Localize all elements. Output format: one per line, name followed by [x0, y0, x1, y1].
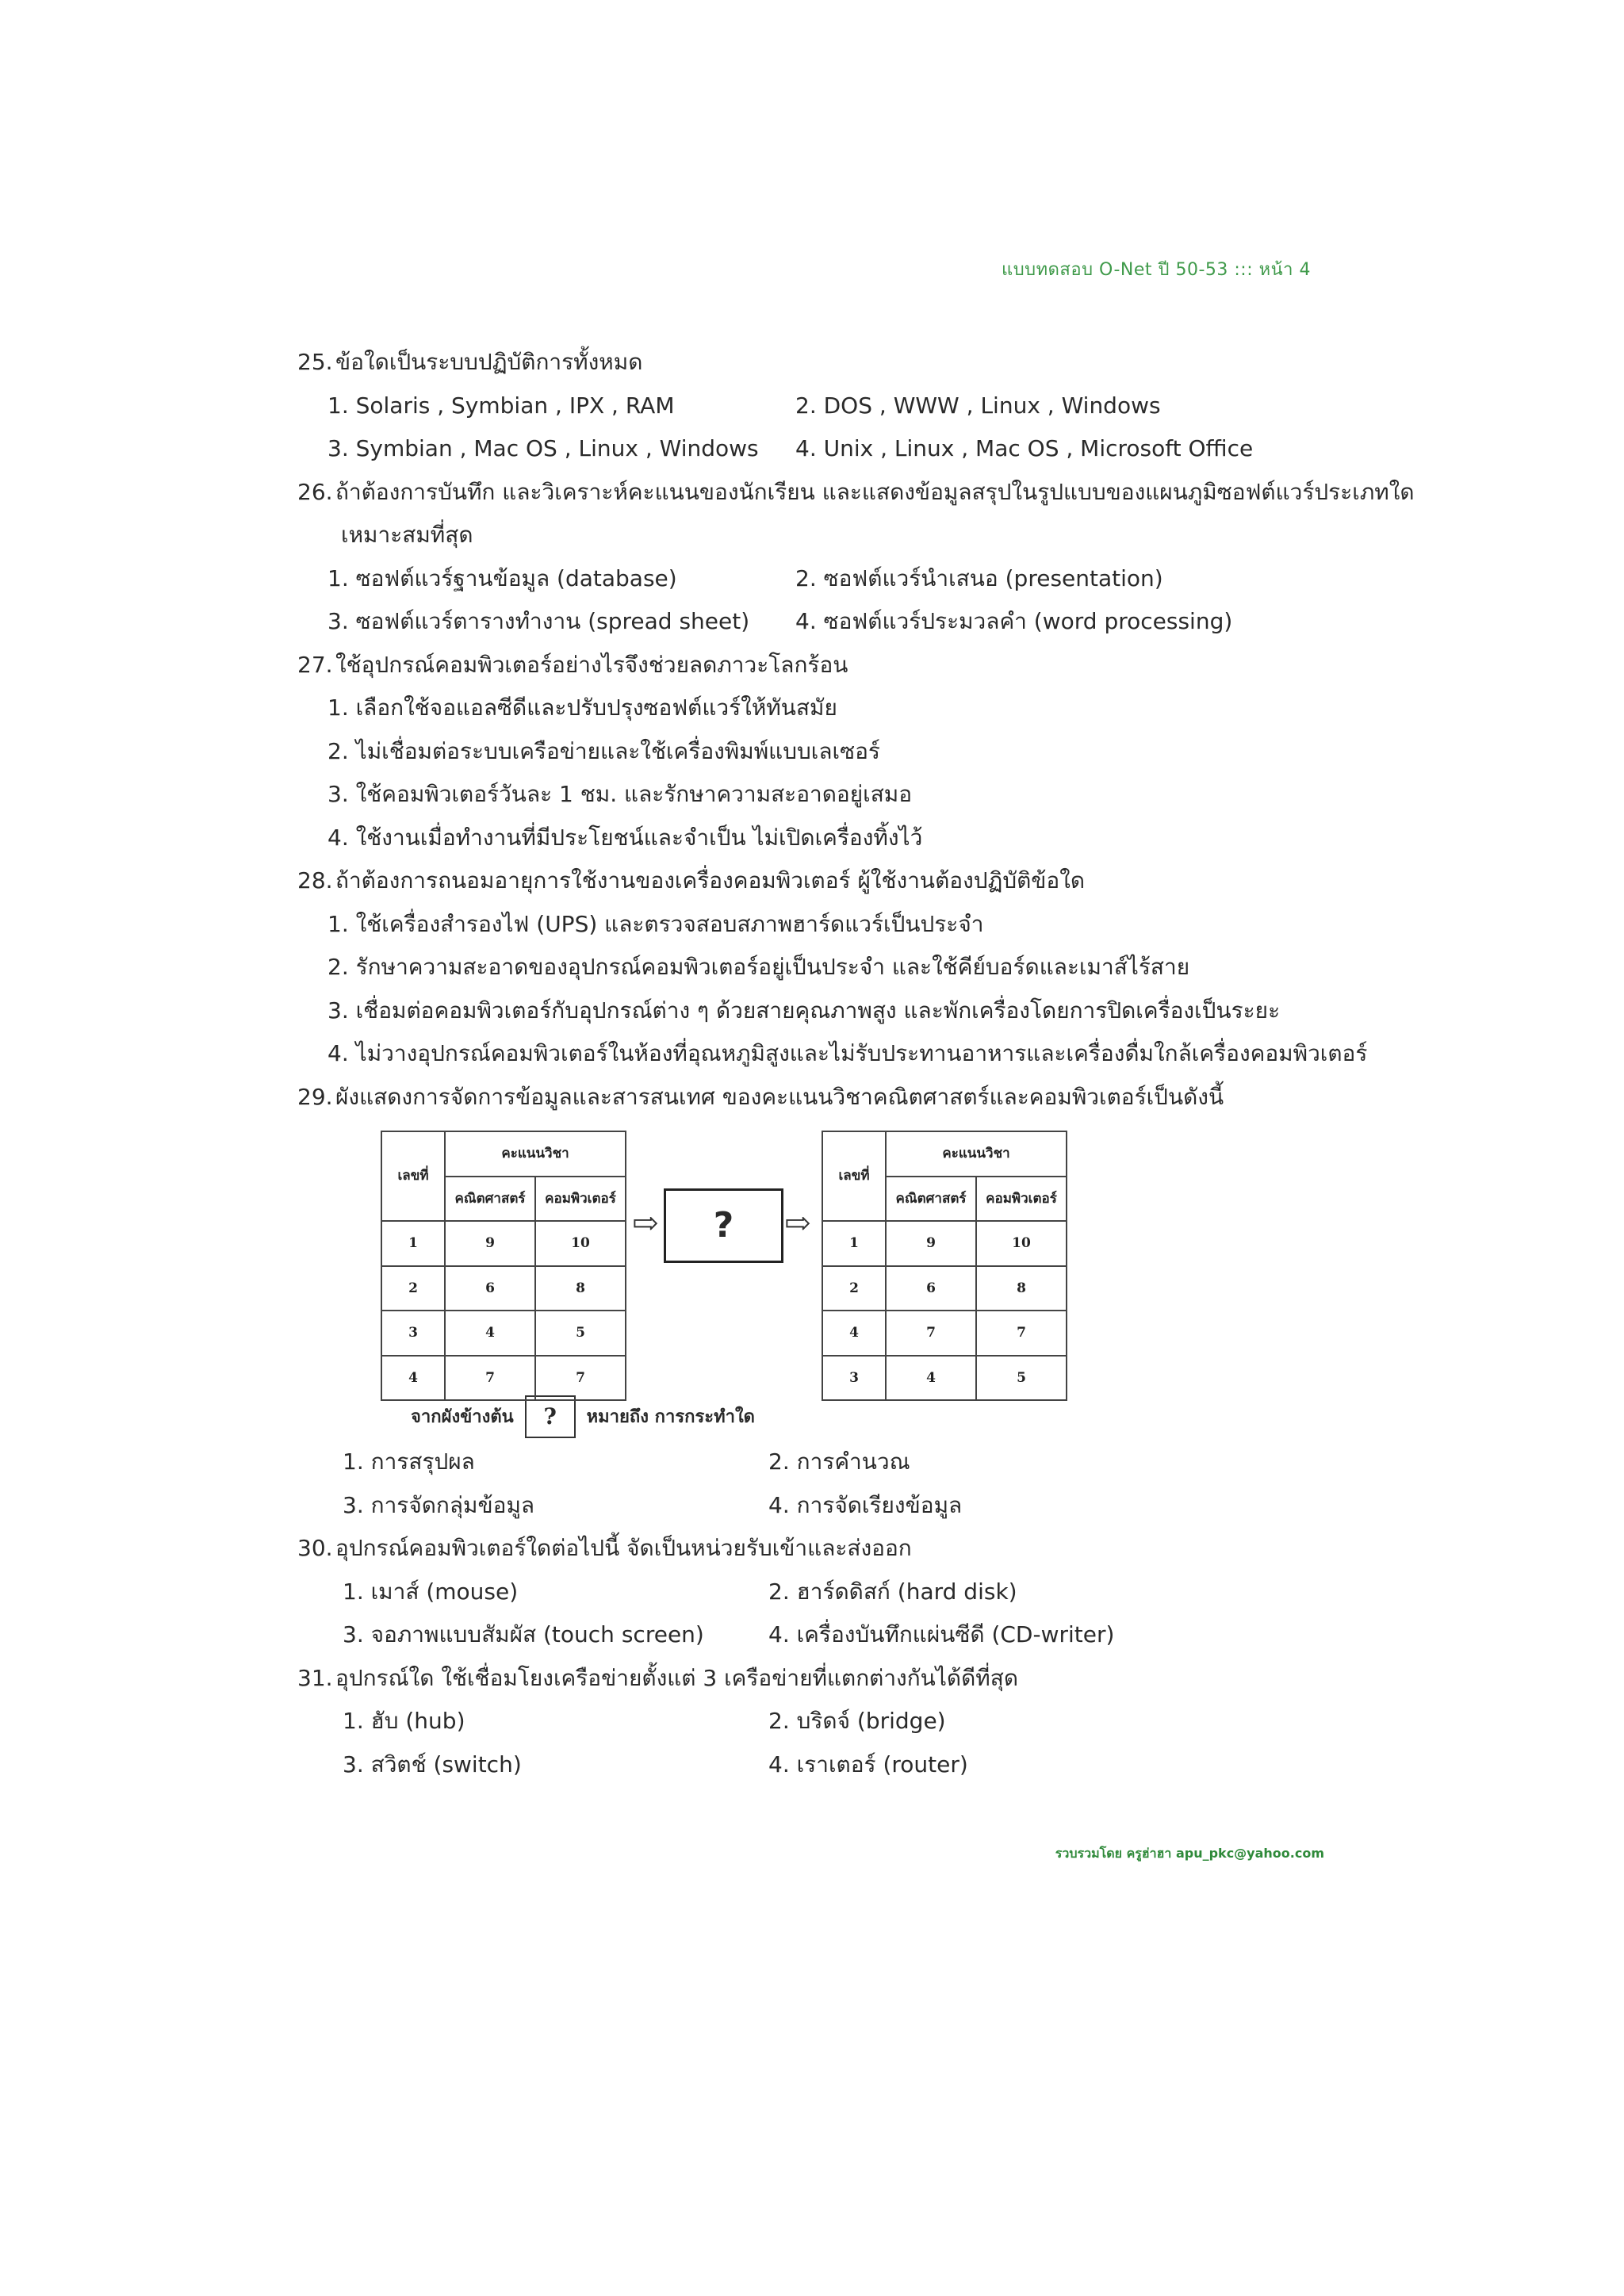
unknown-process-box: ? [664, 1188, 783, 1263]
option[interactable]: 4. Unix , Linux , Mac OS , Microsoft Office [795, 435, 1254, 461]
option[interactable]: 3. การจัดกลุ่มข้อมูล [343, 1491, 535, 1518]
page-footer: รวบรวมโดย ครูฮ่าฮา apu_pkc@yahoo.com [1055, 1846, 1324, 1861]
option[interactable]: 3. Symbian , Mac OS , Linux , Windows [327, 435, 759, 461]
header-id: เลขที่ [822, 1131, 886, 1221]
question-text: ข้อใดเป็นระบบปฏิบัติการทั้งหมด [335, 349, 643, 375]
cell-computer: 8 [535, 1266, 626, 1311]
option[interactable]: 1. การสรุปผล [343, 1448, 475, 1475]
cell-id: 1 [381, 1221, 445, 1266]
option[interactable]: 2. รักษาความสะอาดของอุปกรณ์คอมพิวเตอร์อยู่เป็นประจำ และใช้คีย์บอร์ดและเมาส์ไร้สาย [327, 954, 1190, 980]
option[interactable]: 2. ไม่เชื่อมต่อระบบเครือข่ายและใช้เครื่องพิมพ์แบบเลเซอร์ [327, 737, 880, 764]
cell-math: 4 [445, 1311, 535, 1356]
option[interactable]: 4. เราเตอร์ (router) [768, 1751, 968, 1777]
output-score-table [822, 1131, 1067, 1401]
option[interactable]: 1. Solaris , Symbian , IPX , RAM [327, 392, 675, 419]
options-29 [297, 1441, 1328, 1527]
table-row [381, 1356, 626, 1401]
cell-math: 7 [886, 1311, 976, 1356]
cell-id: 2 [381, 1266, 445, 1311]
option[interactable]: 3. ใช้คอมพิวเตอร์วันละ 1 ชม. และรักษาความสะอาดอยู่เสมอ [327, 781, 913, 807]
cell-computer: 10 [535, 1221, 626, 1266]
table-row [822, 1221, 1067, 1266]
question-text: อุปกรณ์ใด ใช้เชื่อมโยงเครือข่ายตั้งแต่ 3 เครือข่ายที่แตกต่างกันได้ดีที่สุด [335, 1664, 1018, 1691]
question-number: 28. [297, 867, 333, 894]
cell-math: 9 [886, 1221, 976, 1266]
table-row [381, 1221, 626, 1266]
cell-computer: 7 [976, 1311, 1067, 1356]
question-28 [297, 859, 1328, 903]
question-29 [297, 1076, 1328, 1119]
cell-id: 4 [381, 1356, 445, 1401]
exam-content [297, 341, 1415, 1786]
question-27 [297, 644, 1328, 687]
option[interactable]: 4. ซอฟต์แวร์ประมวลคำ (word processing) [795, 608, 1233, 634]
table-row [822, 1311, 1067, 1356]
cell-id: 3 [381, 1311, 445, 1356]
option[interactable]: 4. ไม่วางอุปกรณ์คอมพิวเตอร์ในห้องที่อุณหภูมิสูงและไม่รับประทานอาหารและเครื่องดื่มใกล้เครื่องคอมพิวเตอร์ [327, 1040, 1368, 1066]
header-id: เลขที่ [381, 1131, 445, 1221]
unknown-box-symbol: ? [525, 1395, 576, 1438]
cell-id: 4 [822, 1311, 886, 1356]
question-number: 31. [297, 1664, 333, 1691]
cell-math: 7 [445, 1356, 535, 1401]
question-25 [297, 341, 1328, 385]
option[interactable]: 3. ซอฟต์แวร์ตารางทำงาน (spread sheet) [327, 608, 750, 634]
option[interactable]: 4. เครื่องบันทึกแผ่นซีดี (CD-writer) [768, 1621, 1115, 1647]
option[interactable]: 3. เชื่อมต่อคอมพิวเตอร์กับอุปกรณ์ต่าง ๆ ด้วยสายคุณภาพสูง และพักเครื่องโดยการปิดเครื่องเป็นระยะ [327, 997, 1281, 1024]
option[interactable]: 2. การคำนวณ [768, 1448, 910, 1475]
question-text: ถ้าต้องการบันทึก และวิเคราะห์คะแนนของนักเรียน และแสดงข้อมูลสรุปในรูปแบบของแผนภูมิซอฟต์แวร์ประเภทใด [335, 478, 1415, 505]
data-flow-diagram [297, 1127, 1328, 1386]
table-row [822, 1356, 1067, 1401]
question-number: 25. [297, 349, 333, 375]
legend-prefix: จากผังข้างต้น [411, 1406, 514, 1427]
option[interactable]: 2. ซอฟต์แวร์นำเสนอ (presentation) [795, 564, 1163, 591]
legend-suffix: หมายถึง การกระทำใด [586, 1406, 755, 1427]
question-text-continued: เหมาะสมที่สุด [341, 522, 473, 548]
options-25 [297, 385, 1328, 471]
table-row [381, 1311, 626, 1356]
right-arrow-icon: ⇨ [784, 1205, 811, 1242]
cell-id: 2 [822, 1266, 886, 1311]
question-text: ผังแสดงการจัดการข้อมูลและสารสนเทศ ของคะแนนวิชาคณิตศาสตร์และคอมพิวเตอร์เป็นดังนี้ [335, 1083, 1224, 1110]
option[interactable]: 3. จอภาพแบบสัมผัส (touch screen) [343, 1621, 704, 1647]
cell-id: 1 [822, 1221, 886, 1266]
option[interactable]: 2. บริดจ์ (bridge) [768, 1708, 946, 1734]
options-30 [297, 1571, 1328, 1657]
question-text: อุปกรณ์คอมพิวเตอร์ใดต่อไปนี้ จัดเป็นหน่วยรับเข้าและส่งออก [335, 1535, 912, 1561]
cell-computer: 8 [976, 1266, 1067, 1311]
cell-math: 4 [886, 1356, 976, 1401]
header-score-group: คะแนนวิชา [886, 1131, 1067, 1177]
option[interactable]: 2. ฮาร์ดดิสก์ (hard disk) [768, 1578, 1017, 1605]
option[interactable]: 3. สวิตช์ (switch) [343, 1751, 522, 1777]
cell-computer: 5 [976, 1356, 1067, 1401]
question-31 [297, 1657, 1328, 1701]
cell-id: 3 [822, 1356, 886, 1401]
header-math: คณิตศาสตร์ [445, 1177, 535, 1222]
question-number: 27. [297, 651, 333, 678]
cell-computer: 10 [976, 1221, 1067, 1266]
question-number: 30. [297, 1535, 333, 1561]
option[interactable]: 1. เลือกใช้จอแอลซีดีและปรับปรุงซอฟต์แวร์ให้ทันสมัย [327, 695, 837, 721]
page-header: แบบทดสอบ O-Net ปี 50-53 ::: หน้า 4 [1002, 260, 1311, 280]
cell-math: 6 [445, 1266, 535, 1311]
question-text: ใช้อุปกรณ์คอมพิวเตอร์อย่างไรจึงช่วยลดภาวะโลกร้อน [335, 651, 848, 678]
cell-computer: 7 [535, 1356, 626, 1401]
cell-math: 6 [886, 1266, 976, 1311]
cell-math: 9 [445, 1221, 535, 1266]
question-number: 29. [297, 1083, 333, 1110]
input-score-table [381, 1131, 626, 1401]
input-table-body [381, 1221, 626, 1400]
option[interactable]: 2. DOS , WWW , Linux , Windows [795, 392, 1161, 419]
option[interactable]: 4. การจัดเรียงข้อมูล [768, 1491, 963, 1518]
option[interactable]: 1. ซอฟต์แวร์ฐานข้อมูล (database) [327, 564, 677, 591]
right-arrow-icon: ⇨ [632, 1205, 659, 1242]
table-row [381, 1266, 626, 1311]
header-computer: คอมพิวเตอร์ [976, 1177, 1067, 1222]
options-26 [297, 557, 1328, 644]
cell-computer: 5 [535, 1311, 626, 1356]
question-30 [297, 1527, 1328, 1571]
table-row [822, 1266, 1067, 1311]
question-number: 26. [297, 478, 333, 505]
header-computer: คอมพิวเตอร์ [535, 1177, 626, 1222]
options-31 [297, 1700, 1328, 1786]
option[interactable]: 4. ใช้งานเมื่อทำงานที่มีประโยชน์และจำเป็น ไม่เปิดเครื่องทิ้งไว้ [327, 824, 923, 851]
option[interactable]: 1. ใช้เครื่องสำรองไฟ (UPS) และตรวจสอบสภาพฮาร์ดแวร์เป็นประจำ [327, 910, 984, 937]
question-26 [297, 471, 1415, 515]
output-table-body [822, 1221, 1067, 1400]
header-score-group: คะแนนวิชา [445, 1131, 626, 1177]
header-math: คณิตศาสตร์ [886, 1177, 976, 1222]
option[interactable]: 1. เมาส์ (mouse) [343, 1578, 519, 1605]
option[interactable]: 1. ฮับ (hub) [343, 1708, 465, 1734]
question-text: ถ้าต้องการถนอมอายุการใช้งานของเครื่องคอมพิวเตอร์ ผู้ใช้งานต้องปฏิบัติข้อใด [335, 867, 1086, 894]
